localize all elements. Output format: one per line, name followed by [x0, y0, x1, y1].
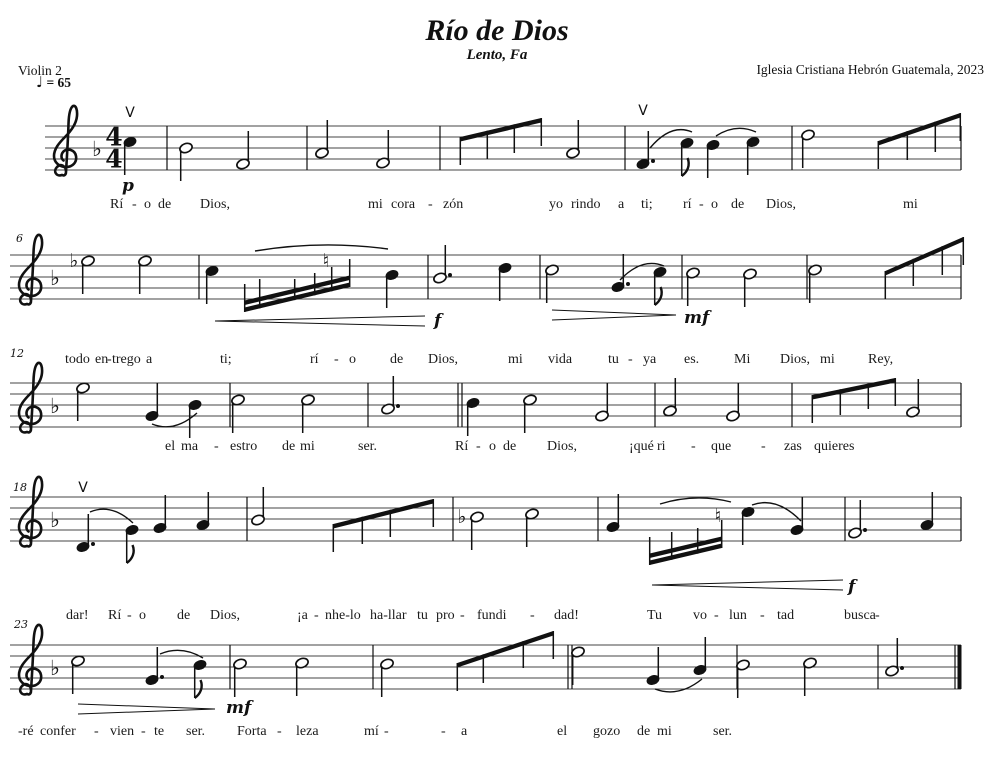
- dynamic-marking: f: [848, 577, 856, 597]
- lyric-syllable: ha-llar: [370, 608, 407, 623]
- lyric-syllable: -: [107, 352, 112, 367]
- lyric-syllable: rí: [683, 197, 692, 212]
- lyric-syllable: ser.: [358, 439, 378, 454]
- lyric-syllable: lun: [729, 608, 747, 623]
- lyric-syllable: de: [177, 608, 191, 623]
- lyric-syllable: o: [711, 197, 718, 212]
- lyric-syllable: Rí: [455, 439, 469, 454]
- lyric-syllable: en: [95, 352, 109, 367]
- lyric-syllable: busca: [844, 608, 876, 623]
- lyric-syllable: -: [384, 724, 389, 739]
- lyric-syllable: quieres: [814, 439, 855, 454]
- measure-number: 23: [14, 618, 28, 631]
- lyric-syllable: -: [714, 608, 719, 623]
- lyric-syllable: ri: [657, 439, 666, 454]
- down-bow-icon: V: [78, 480, 88, 496]
- flat-icon: ♭: [457, 506, 467, 528]
- lyric-syllable: -: [314, 608, 319, 623]
- lyric-syllable: mi: [657, 724, 672, 739]
- lyric-syllable: -: [476, 439, 481, 454]
- lyric-syllable: gozo: [593, 724, 621, 739]
- dynamic-marking: mf: [684, 308, 710, 328]
- lyric-syllable: o: [489, 439, 496, 454]
- lyric-syllable: Dios,: [428, 352, 458, 367]
- dynamic-marking: p: [122, 176, 134, 196]
- lyric-syllable: rí: [310, 352, 319, 367]
- lyric-syllable: confer: [40, 724, 76, 739]
- lyric-syllable: o: [139, 608, 146, 623]
- lyric-syllable: yo: [549, 197, 563, 212]
- down-bow-icon: V: [638, 103, 648, 119]
- lyric-syllable: -: [628, 352, 633, 367]
- lyric-syllable: de: [731, 197, 745, 212]
- flat-icon: ♭: [69, 250, 79, 272]
- time-signature: 4: [105, 122, 123, 152]
- lyric-syllable: Tu: [647, 608, 663, 623]
- lyric-syllable: dar!: [66, 608, 89, 623]
- lyric-syllable: leza: [296, 724, 319, 739]
- metronome-value: = 65: [43, 75, 72, 90]
- lyric-syllable: -: [875, 608, 880, 623]
- lyric-syllable: mi: [300, 439, 315, 454]
- quarter-note-icon: ♩: [36, 73, 44, 91]
- lyric-syllable: rindo: [571, 197, 601, 212]
- lyric-syllable: el: [165, 439, 176, 454]
- lyric-syllable: Mi: [734, 352, 751, 367]
- lyric-syllable: ¡a: [297, 608, 308, 623]
- lyric-syllable: vo: [693, 608, 707, 623]
- lyric-syllable: es.: [684, 352, 700, 367]
- lyric-syllable: fundi: [477, 608, 507, 623]
- lyric-syllable: a: [461, 724, 468, 739]
- measure-number: 18: [13, 481, 27, 494]
- lyric-syllable: ma: [181, 439, 199, 454]
- lyric-syllable: Rey,: [868, 352, 894, 367]
- natural-icon: ♮: [714, 505, 722, 527]
- time-signature: 4: [105, 144, 123, 174]
- lyric-syllable: -: [334, 352, 339, 367]
- dynamic-marking: mf: [226, 698, 252, 718]
- lyric-syllable: -: [530, 608, 535, 623]
- lyric-syllable: ¡qué: [629, 439, 654, 454]
- lyric-syllable: o: [349, 352, 356, 367]
- lyric-syllable: zas: [784, 439, 802, 454]
- lyric-syllable: de: [503, 439, 517, 454]
- measure-number: 6: [16, 232, 23, 245]
- lyric-syllable: -: [760, 608, 765, 623]
- lyric-syllable: ser.: [186, 724, 206, 739]
- lyric-syllable: ya: [643, 352, 657, 367]
- lyric-syllable: Dios,: [547, 439, 577, 454]
- lyric-syllable: pro: [436, 608, 455, 623]
- instrument-label: Violin 2: [18, 63, 62, 78]
- down-bow-icon: V: [125, 105, 135, 121]
- lyric-syllable: cora: [391, 197, 416, 212]
- lyric-syllable: vien: [110, 724, 135, 739]
- lyric-syllable: mí: [364, 724, 379, 739]
- lyric-syllable: de: [637, 724, 651, 739]
- lyric-syllable: tad: [777, 608, 795, 623]
- page-title: Río de Dios: [425, 14, 569, 47]
- natural-icon: ♮: [322, 250, 330, 272]
- lyric-syllable: mi: [368, 197, 383, 212]
- flat-icon: ♭: [50, 266, 60, 290]
- lyric-syllable: el: [557, 724, 568, 739]
- lyric-syllable: -: [761, 439, 766, 454]
- lyric-syllable: -: [691, 439, 696, 454]
- lyric-syllable: -: [699, 197, 704, 212]
- lyric-syllable: Dios,: [780, 352, 810, 367]
- lyric-syllable: trego: [112, 352, 141, 367]
- lyric-syllable: zón: [443, 197, 464, 212]
- lyric-syllable: mi: [903, 197, 918, 212]
- dynamic-marking: f: [434, 311, 442, 331]
- lyric-syllable: -ré: [18, 724, 34, 739]
- lyric-syllable: -: [428, 197, 433, 212]
- flat-icon: ♭: [50, 394, 60, 418]
- lyric-syllable: Dios,: [200, 197, 230, 212]
- lyric-syllable: -: [441, 724, 446, 739]
- lyric-syllable: a: [618, 197, 625, 212]
- lyric-syllable: Rí: [108, 608, 122, 623]
- lyric-syllable: de: [390, 352, 404, 367]
- lyric-syllable: de: [158, 197, 172, 212]
- lyric-syllable: estro: [230, 439, 258, 454]
- lyric-syllable: que: [711, 439, 732, 454]
- lyric-syllable: vida: [548, 352, 573, 367]
- lyric-syllable: te: [154, 724, 165, 739]
- lyric-syllable: -: [94, 724, 99, 739]
- lyric-syllable: ti;: [220, 352, 232, 367]
- measure-number: 12: [10, 347, 24, 360]
- lyric-syllable: Rí: [110, 197, 124, 212]
- flat-icon: ♭: [92, 137, 102, 161]
- flat-icon: ♭: [50, 656, 60, 680]
- lyric-syllable: dad!: [554, 608, 579, 623]
- lyric-syllable: ser.: [713, 724, 733, 739]
- lyric-syllable: tu: [417, 608, 428, 623]
- lyric-syllable: -: [132, 197, 137, 212]
- lyric-syllable: -: [460, 608, 465, 623]
- lyric-syllable: ti;: [641, 197, 653, 212]
- lyric-syllable: o: [144, 197, 151, 212]
- lyric-syllable: -: [141, 724, 146, 739]
- attribution: Iglesia Cristiana Hebrón Guatemala, 2023: [756, 62, 984, 77]
- lyric-syllable: -: [277, 724, 282, 739]
- lyric-syllable: Dios,: [766, 197, 796, 212]
- lyric-syllable: todo: [65, 352, 90, 367]
- lyric-syllable: Dios,: [210, 608, 240, 623]
- lyric-syllable: a: [146, 352, 153, 367]
- lyric-syllable: mi: [508, 352, 523, 367]
- lyric-syllable: -: [214, 439, 219, 454]
- lyric-syllable: Forta: [237, 724, 267, 739]
- lyric-syllable: mi: [820, 352, 835, 367]
- flat-icon: ♭: [50, 508, 60, 532]
- lyric-syllable: tu: [608, 352, 619, 367]
- lyric-syllable: -: [127, 608, 132, 623]
- lyric-syllable: de: [282, 439, 296, 454]
- lyric-syllable: nhe-lo: [325, 608, 361, 623]
- tempo-style-subtitle: Lento, Fa: [466, 47, 528, 63]
